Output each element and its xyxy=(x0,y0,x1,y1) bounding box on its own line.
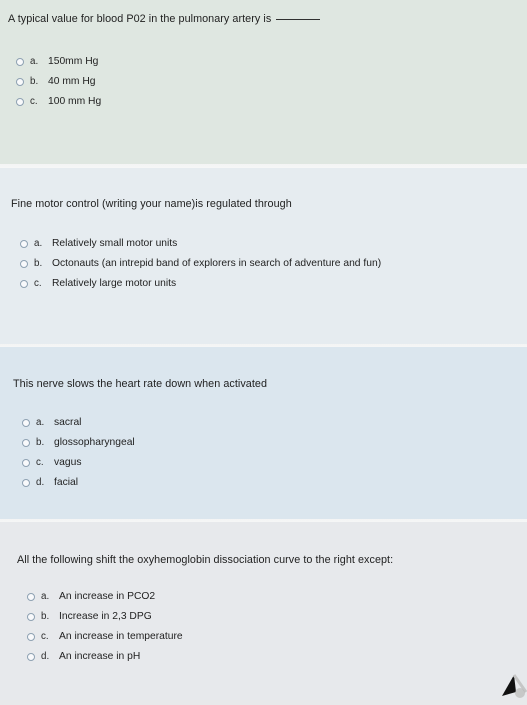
option-text: vagus xyxy=(54,457,82,468)
question-text: This nerve slows the heart rate down when activated xyxy=(13,378,268,390)
option-letter: a. xyxy=(30,56,39,67)
question-text: Fine motor control (writing your name)is regulated through xyxy=(11,198,292,210)
radio-button[interactable] xyxy=(22,439,30,447)
option-4d[interactable] xyxy=(27,651,140,662)
option-letter: b. xyxy=(30,76,39,87)
radio-button[interactable] xyxy=(22,479,30,487)
option-text: glossopharyngeal xyxy=(54,437,135,448)
option-text: 40 mm Hg xyxy=(48,76,96,87)
option-letter: c. xyxy=(36,457,44,468)
option-letter: b. xyxy=(41,611,50,622)
option-letter: c. xyxy=(34,278,42,289)
radio-button[interactable] xyxy=(27,653,35,661)
question-text: A typical value for blood P02 in the pulmonary artery is xyxy=(8,13,272,25)
option-text: Relatively small motor units xyxy=(52,238,178,249)
option-text: Increase in 2,3 DPG xyxy=(59,611,152,622)
option-3d[interactable] xyxy=(22,477,78,488)
radio-button[interactable] xyxy=(22,419,30,427)
question-prompt-1 xyxy=(8,13,320,25)
option-text: 100 mm Hg xyxy=(48,96,102,107)
radio-button[interactable] xyxy=(27,613,35,621)
question-prompt-3 xyxy=(13,378,267,390)
option-text: An increase in temperature xyxy=(59,631,183,642)
option-letter: a. xyxy=(34,238,43,249)
navigation-arrow-icon[interactable] xyxy=(495,668,527,700)
option-text: Relatively large motor units xyxy=(52,278,177,289)
option-letter: b. xyxy=(36,437,45,448)
option-text: facial xyxy=(54,477,79,488)
option-letter: a. xyxy=(41,591,50,602)
option-text: An increase in pH xyxy=(59,651,141,662)
answer-blank xyxy=(276,19,320,20)
option-letter: b. xyxy=(34,258,43,269)
option-text: An increase in PCO2 xyxy=(59,591,156,602)
question-prompt-4 xyxy=(17,554,393,566)
question-card-3 xyxy=(0,347,527,522)
question-text: All the following shift the oxyhemoglobin dissociation curve to the right except: xyxy=(17,554,394,566)
radio-button[interactable] xyxy=(27,633,35,641)
radio-button[interactable] xyxy=(27,593,35,601)
radio-button[interactable] xyxy=(16,58,24,66)
option-text: sacral xyxy=(54,417,82,428)
option-1c[interactable] xyxy=(16,96,101,107)
option-3a[interactable] xyxy=(22,417,81,428)
radio-button[interactable] xyxy=(20,260,28,268)
option-3c[interactable] xyxy=(22,457,81,468)
option-letter: a. xyxy=(36,417,45,428)
question-prompt-2 xyxy=(11,198,292,210)
option-1b[interactable] xyxy=(16,76,96,87)
option-2b[interactable] xyxy=(20,258,381,269)
radio-button[interactable] xyxy=(20,280,28,288)
option-letter: c. xyxy=(41,631,49,642)
option-text: 150mm Hg xyxy=(48,56,99,67)
radio-button[interactable] xyxy=(16,78,24,86)
option-letter: d. xyxy=(41,651,50,662)
option-4a[interactable] xyxy=(27,591,155,602)
radio-button[interactable] xyxy=(20,240,28,248)
option-4c[interactable] xyxy=(27,631,183,642)
option-2c[interactable] xyxy=(20,278,176,289)
radio-button[interactable] xyxy=(22,459,30,467)
option-2a[interactable] xyxy=(20,238,177,249)
option-1a[interactable] xyxy=(16,56,98,67)
radio-button[interactable] xyxy=(16,98,24,106)
option-text: Octonauts (an intrepid band of explorers in search of adventure and fun) xyxy=(52,258,382,269)
option-3b[interactable] xyxy=(22,437,135,448)
option-letter: d. xyxy=(36,477,45,488)
option-4b[interactable] xyxy=(27,611,152,622)
option-letter: c. xyxy=(30,96,38,107)
